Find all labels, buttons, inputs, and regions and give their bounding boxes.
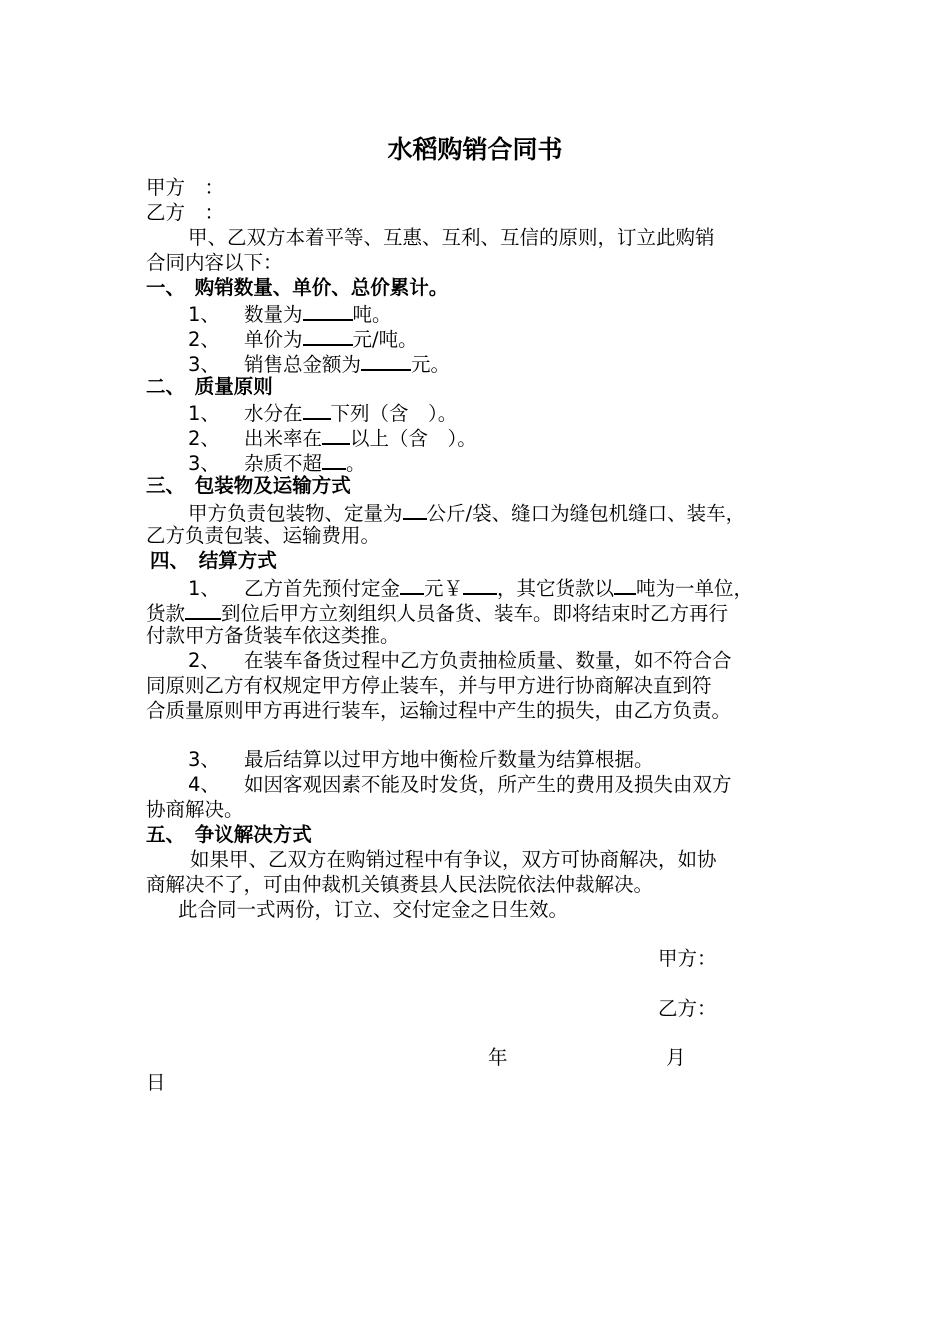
signature-party-b: 乙方： <box>658 997 717 1020</box>
section-5-line-2: 商解决不了，可由仲裁机关镇赉县人民法院依法仲裁解决。 <box>146 873 654 896</box>
item-number: 3、 <box>188 452 220 475</box>
fill-blank <box>400 573 424 595</box>
fill-blank <box>463 573 497 595</box>
item-text: 元。 <box>411 353 451 376</box>
section-1-item-2 <box>188 324 418 352</box>
fill-blank <box>303 398 331 420</box>
document-title: 水稻购销合同书 <box>387 135 563 164</box>
fill-blank <box>185 598 221 620</box>
item-text: 。 <box>346 452 366 475</box>
section-4-item-2-line-3: 合质量原则甲方再进行装车，运输过程中产生的损失，由乙方负责。 <box>146 699 732 722</box>
item-text: 出米率在 <box>244 427 323 450</box>
section-3-line-2: 乙方负责包装、运输费用。 <box>146 524 381 547</box>
item-text: 公斤/袋、缝口为缝包机缝口、装车， <box>426 502 746 525</box>
signature-party-a: 甲方： <box>658 947 717 970</box>
fill-blank <box>322 448 346 470</box>
date-year-label: 年 <box>488 1046 508 1069</box>
section-3-line-1 <box>188 498 745 526</box>
section-4-item-2-line-2: 同原则乙方有权规定甲方停止装车，并与甲方进行协商解决直到符 <box>146 674 712 697</box>
section-1-item-1 <box>188 299 392 327</box>
section-5-heading: 五、 争议解决方式 <box>146 823 312 846</box>
party-a-label: 甲方 ： <box>146 176 225 199</box>
party-b-label: 乙方 ： <box>146 201 225 224</box>
item-number: 1、 <box>188 402 220 425</box>
intro-line-1: 甲、乙双方本着平等、互惠、互利、互信的原则，订立此购销 <box>188 226 715 249</box>
section-1-heading: 一、 购销数量、单价、总价累计。 <box>146 276 449 299</box>
item-text: 下列（含 ）。 <box>330 402 458 425</box>
section-4-item-3 <box>188 747 654 772</box>
section-2-heading: 二、 质量原则 <box>146 375 273 398</box>
date-day-label: 日 <box>146 1071 166 1094</box>
section-4-item-4-line-2: 协商解决。 <box>146 798 244 821</box>
fill-blank <box>614 573 636 595</box>
item-number: 2、 <box>188 328 220 351</box>
item-text: 元/吨。 <box>352 328 418 351</box>
fill-blank <box>303 299 353 321</box>
section-4-heading: 四、 结算方式 <box>150 549 277 572</box>
item-text: 到位后甲方立刻组织人员备货、装车。即将结束时乙方再行 <box>221 602 729 625</box>
intro-line-2: 合同内容以下： <box>146 251 283 274</box>
item-text: 最后结算以过甲方地中衡检斤数量为结算根据。 <box>244 748 654 771</box>
item-text: 如因客观因素不能及时发货，所产生的费用及损失由双方 <box>244 773 732 796</box>
item-text: 甲方负责包装物、定量为 <box>188 502 403 525</box>
item-number: 3、 <box>188 748 220 771</box>
section-2-item-3 <box>188 448 366 476</box>
item-number: 2、 <box>188 649 220 672</box>
item-number: 1、 <box>188 577 220 600</box>
item-text: 乙方首先预付定金 <box>244 577 401 600</box>
item-text: 杂质不超 <box>244 452 323 475</box>
item-text: 吨为一单位， <box>636 577 754 600</box>
item-number: 1、 <box>188 303 220 326</box>
item-number: 3、 <box>188 353 220 376</box>
item-text: 水分在 <box>244 402 303 425</box>
fill-blank <box>303 324 353 346</box>
effective-clause: 此合同一式两份，订立、交付定金之日生效。 <box>178 898 569 921</box>
section-2-item-2 <box>188 423 477 451</box>
fill-blank <box>322 423 350 445</box>
section-3-heading: 三、 包装物及运输方式 <box>146 474 351 497</box>
item-number: 2、 <box>188 427 220 450</box>
item-text: 单价为 <box>244 328 303 351</box>
item-number: 4、 <box>188 773 220 796</box>
item-text: 吨。 <box>352 303 392 326</box>
item-text: 元￥ <box>424 577 464 600</box>
section-4-item-1-line-3: 付款甲方备货装车依这类推。 <box>146 624 400 647</box>
item-text: 货款 <box>146 602 186 625</box>
section-4-item-4-line-1 <box>188 772 732 797</box>
section-1-item-3 <box>188 349 450 377</box>
section-4-item-1-line-1 <box>188 573 753 601</box>
item-text: 以上（含 ）。 <box>350 427 477 450</box>
date-month-label: 月 <box>666 1046 686 1069</box>
fill-blank <box>403 498 427 520</box>
item-text: 在装车备货过程中乙方负责抽检质量、数量，如不符合合 <box>244 649 732 672</box>
item-text: ，其它货款以 <box>497 577 615 600</box>
item-text: 数量为 <box>244 303 303 326</box>
section-4-item-2-line-1 <box>188 648 732 673</box>
fill-blank <box>361 349 411 371</box>
section-5-line-1: 如果甲、乙双方在购销过程中有争议，双方可协商解决，如协 <box>190 848 717 871</box>
item-text: 销售总金额为 <box>244 353 362 376</box>
section-2-item-1 <box>188 398 457 426</box>
section-4-item-1-line-2 <box>146 598 728 626</box>
